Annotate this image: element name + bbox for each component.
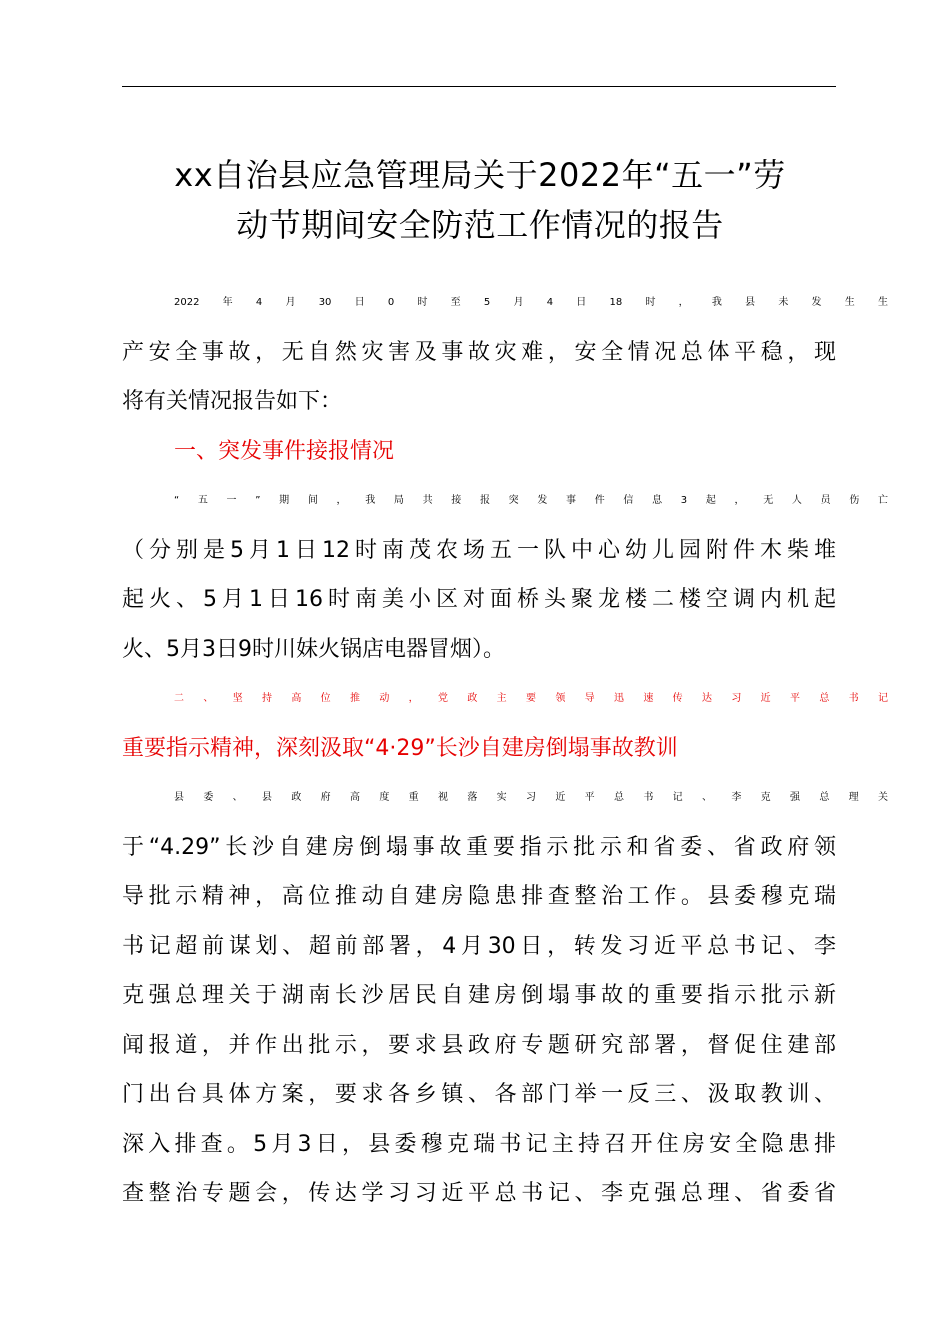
body-line: 将有关情况报告如下：: [122, 389, 343, 414]
body-line: 闻报道，并作出批示，要求县政府专题研究部署，督促住建部: [122, 1032, 836, 1058]
title-line-1: xx自治县应急管理局关于2022年“五一”劳: [174, 156, 786, 194]
body-line: 导批示精神，高位推动自建房隐患排查整治工作。县委穆克瑞: [122, 884, 836, 909]
section-heading-2: 二、坚持高位推动，党政主要领导迅速传达习近平总书记: [174, 693, 888, 704]
title-line-2: 动节期间安全防范工作情况的报告: [236, 206, 724, 244]
body-line: 火、5月3日9时川妹火锅店电器冒烟）。: [122, 636, 505, 662]
body-line: 产安全事故，无自然灾害及事故灾难，安全情况总体平稳，现: [122, 339, 836, 365]
body-line: 2022年4月30日0时至5月4日18时，我县未发生生: [174, 297, 888, 308]
document-body: [122, 278, 888, 1219]
body-line: 门出台具体方案，要求各乡镇、各部门举一反三、汲取教训、: [122, 1082, 836, 1107]
body-line: 于“4.29”长沙自建房倒塌事故重要指示批示和省委、省政府领: [122, 834, 836, 860]
body-line: 克强总理关于湖南长沙居民自建房倒塌事故的重要指示批示新: [122, 983, 836, 1008]
body-line: 查整治专题会，传达学习习近平总书记、李克强总理、省委省: [122, 1181, 836, 1206]
section-heading-2-cont: 重要指示精神，深刻汲取“4·29”长沙自建房倒塌事故教训: [122, 735, 678, 761]
section-heading-1: 一、突发事件接报情况: [174, 438, 395, 464]
document-title: [110, 150, 850, 250]
body-line: 县委、县政府高度重视落实习近平总书记、李克强总理关: [174, 792, 888, 803]
header-rule: [122, 86, 836, 87]
body-line: 书记超前谋划、超前部署，4月30日，转发习近平总书记、李: [122, 933, 836, 959]
body-line: “五一”期间，我局共接报突发事件信息3起，无人员伤亡: [174, 495, 888, 506]
body-line: 起火、5月1日16时南美小区对面桥头聚龙楼二楼空调内机起: [122, 587, 836, 612]
body-line: （分别是5月1日12时南茂农场五一队中心幼儿园附件木柴堆: [122, 537, 836, 563]
body-line: 深入排查。5月3日，县委穆克瑞书记主持召开住房安全隐患排: [122, 1131, 836, 1157]
